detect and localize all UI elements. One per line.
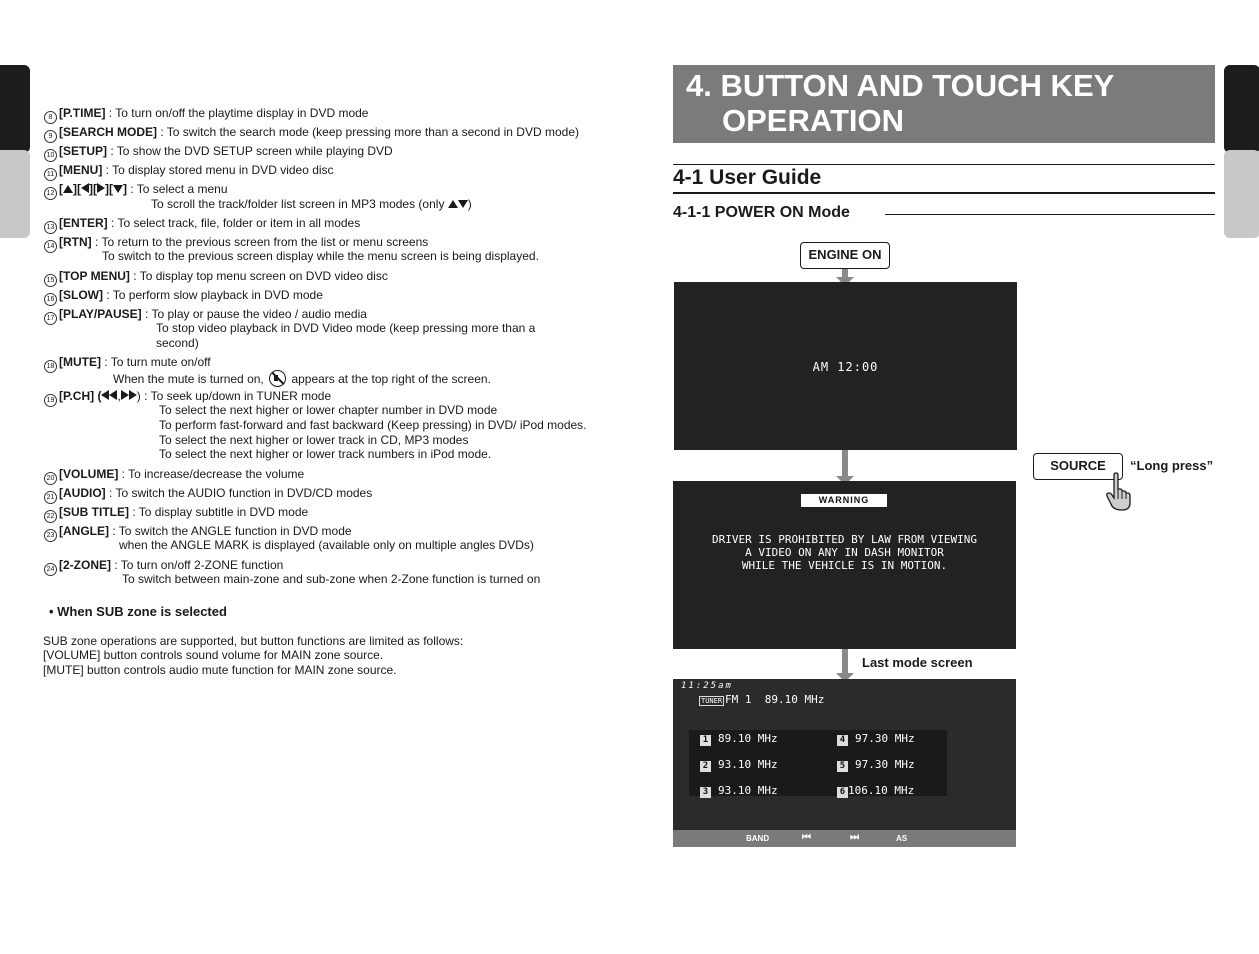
list-item-continuation: When the mute is turned on, appears at the top right of the screen.	[113, 372, 491, 386]
list-item: 12 [ ][ ][ ][ ] : To select a menu	[44, 182, 228, 200]
tuner-badge: TUNER	[701, 697, 723, 705]
sub-zone-heading: • When SUB zone is selected	[49, 604, 227, 619]
long-press-label: “Long press”	[1130, 458, 1214, 473]
preset-item: 3 93.10 MHz	[700, 784, 778, 798]
preset-item: 4 97.30 MHz	[837, 732, 915, 746]
left-arrow-icon	[81, 183, 89, 193]
seek-back-icon	[101, 390, 109, 400]
warning-message: DRIVER IS PROHIBITED BY LAW FROM VIEWING A VIDEO ON ANY IN DASH MONITOR WHILE THE VEHICLE IS IN MOTION.	[712, 533, 977, 572]
seek-forward-icon	[121, 390, 129, 400]
list-item-continuation: To select the next higher or lower track in CD, MP3 modes	[159, 433, 469, 447]
list-item-continuation: To perform fast-forward and fast backward (Keep pressing) in DVD/ iPod modes.	[159, 418, 587, 432]
chapter-title-banner	[673, 65, 1215, 143]
chapter-title-line2: OPERATION	[722, 103, 904, 138]
seek-forward-icon	[129, 390, 137, 400]
list-item: 17 [PLAY/PAUSE] : To play or pause the video / audio media	[44, 307, 367, 325]
list-item: 13 [ENTER] : To select track, file, folder or item in all modes	[44, 216, 360, 234]
list-item: 14 [RTN] : To return to the previous screen from the list or menu screens	[44, 235, 428, 253]
chapter-tab-dark-left	[0, 65, 30, 153]
warning-badge: WARNING	[801, 494, 887, 507]
clock-screen	[674, 282, 1017, 450]
preset-item: 5 97.30 MHz	[837, 758, 915, 772]
list-item-continuation: To switch to the previous screen display while the menu screen is being displayed.	[102, 249, 539, 263]
list-item: 22 [SUB TITLE] : To display subtitle in DVD mode	[44, 505, 308, 523]
band-label: BAND	[746, 834, 770, 843]
chapter-tab-light-right	[1224, 150, 1259, 238]
tuner-frequency: FM 1 89.10 MHz	[725, 693, 825, 706]
sub-zone-paragraph: [VOLUME] button controls sound volume for MAIN zone source.	[43, 648, 384, 662]
next-track-icon: ⏭	[850, 832, 859, 843]
list-item: 15 [TOP MENU] : To display top menu screen on DVD video disc	[44, 269, 388, 287]
chapter-title-line1: 4. BUTTON AND TOUCH KEY	[686, 68, 1115, 103]
as-label: AS	[896, 834, 908, 843]
prev-track-icon: ⏮	[802, 832, 811, 843]
tuner-bottom-bar	[673, 830, 1016, 847]
down-arrow-icon	[113, 185, 123, 193]
list-item: 18 [MUTE] : To turn mute on/off	[44, 355, 211, 373]
last-mode-caption: Last mode screen	[862, 655, 973, 670]
list-item: 21 [AUDIO] : To switch the AUDIO function in DVD/CD modes	[44, 486, 372, 504]
preset-item: 6 106.10 MHz	[837, 784, 914, 798]
sub-zone-paragraph: SUB zone operations are supported, but button functions are limited as follows:	[43, 634, 464, 648]
list-item-continuation: To switch between main-zone and sub-zone when 2-Zone function is turned on	[122, 572, 541, 586]
divider	[673, 164, 1215, 165]
preset-list	[689, 730, 947, 796]
divider	[673, 192, 1215, 194]
list-item: 19 [P.CH] ( , ) : To seek up/down in TUNER mode	[44, 389, 331, 407]
finger-press-icon	[1104, 472, 1134, 512]
list-item-continuation: To select the next higher or lower track numbers in iPod mode.	[159, 447, 492, 461]
tuner-time: 11:25am	[681, 681, 733, 691]
warning-screen	[673, 481, 1016, 649]
divider	[885, 214, 1215, 215]
preset-item: 2 93.10 MHz	[700, 758, 778, 772]
chapter-tab-dark-right	[1224, 65, 1259, 153]
list-item: 9 [SEARCH MODE] : To switch the search mode (keep pressing more than a second in DVD mode)	[44, 125, 579, 143]
list-item-continuation: second)	[156, 336, 199, 350]
seek-back-icon	[109, 390, 117, 400]
down-arrow-icon	[458, 200, 468, 208]
clock-display: AM 12:00	[812, 360, 879, 374]
engine-on-label: ENGINE ON	[800, 242, 890, 269]
list-item-continuation: when the ANGLE MARK is displayed (available only on multiple angles DVDs)	[119, 538, 534, 552]
section-title: 4-1 User Guide	[673, 166, 822, 189]
tuner-screen	[673, 679, 1016, 847]
right-arrow-icon	[97, 183, 105, 193]
flow-arrow-icon	[836, 649, 854, 682]
sub-zone-paragraph: [MUTE] button controls audio mute function for MAIN zone source.	[43, 663, 397, 677]
list-item: 8 [P.TIME] : To turn on/off the playtime display in DVD mode	[44, 106, 368, 124]
list-item-continuation: To scroll the track/folder list screen in MP3 modes (only )	[151, 197, 472, 211]
subsection-title: 4-1-1 POWER ON Mode	[673, 204, 860, 222]
preset-item: 1 89.10 MHz	[700, 732, 778, 746]
list-item: 20 [VOLUME] : To increase/decrease the volume	[44, 467, 304, 485]
flow-arrow-icon	[836, 450, 854, 485]
up-arrow-icon	[63, 185, 73, 193]
list-item: 16 [SLOW] : To perform slow playback in DVD mode	[44, 288, 323, 306]
list-item-continuation: To stop video playback in DVD Video mode (keep pressing more than a	[156, 321, 536, 335]
list-item: 23 [ANGLE] : To switch the ANGLE function in DVD mode	[44, 524, 352, 542]
up-arrow-icon	[448, 200, 458, 208]
mute-icon	[269, 370, 286, 387]
list-item: 24 [2-ZONE] : To turn on/off 2-ZONE function	[44, 558, 283, 576]
list-item-continuation: To select the next higher or lower chapter number in DVD mode	[159, 403, 498, 417]
chapter-tab-light-left	[0, 150, 30, 238]
list-item: 10 [SETUP] : To show the DVD SETUP screen while playing DVD	[44, 144, 393, 162]
source-button: SOURCE	[1033, 453, 1123, 480]
list-item: 11 [MENU] : To display stored menu in DVD video disc	[44, 163, 334, 181]
